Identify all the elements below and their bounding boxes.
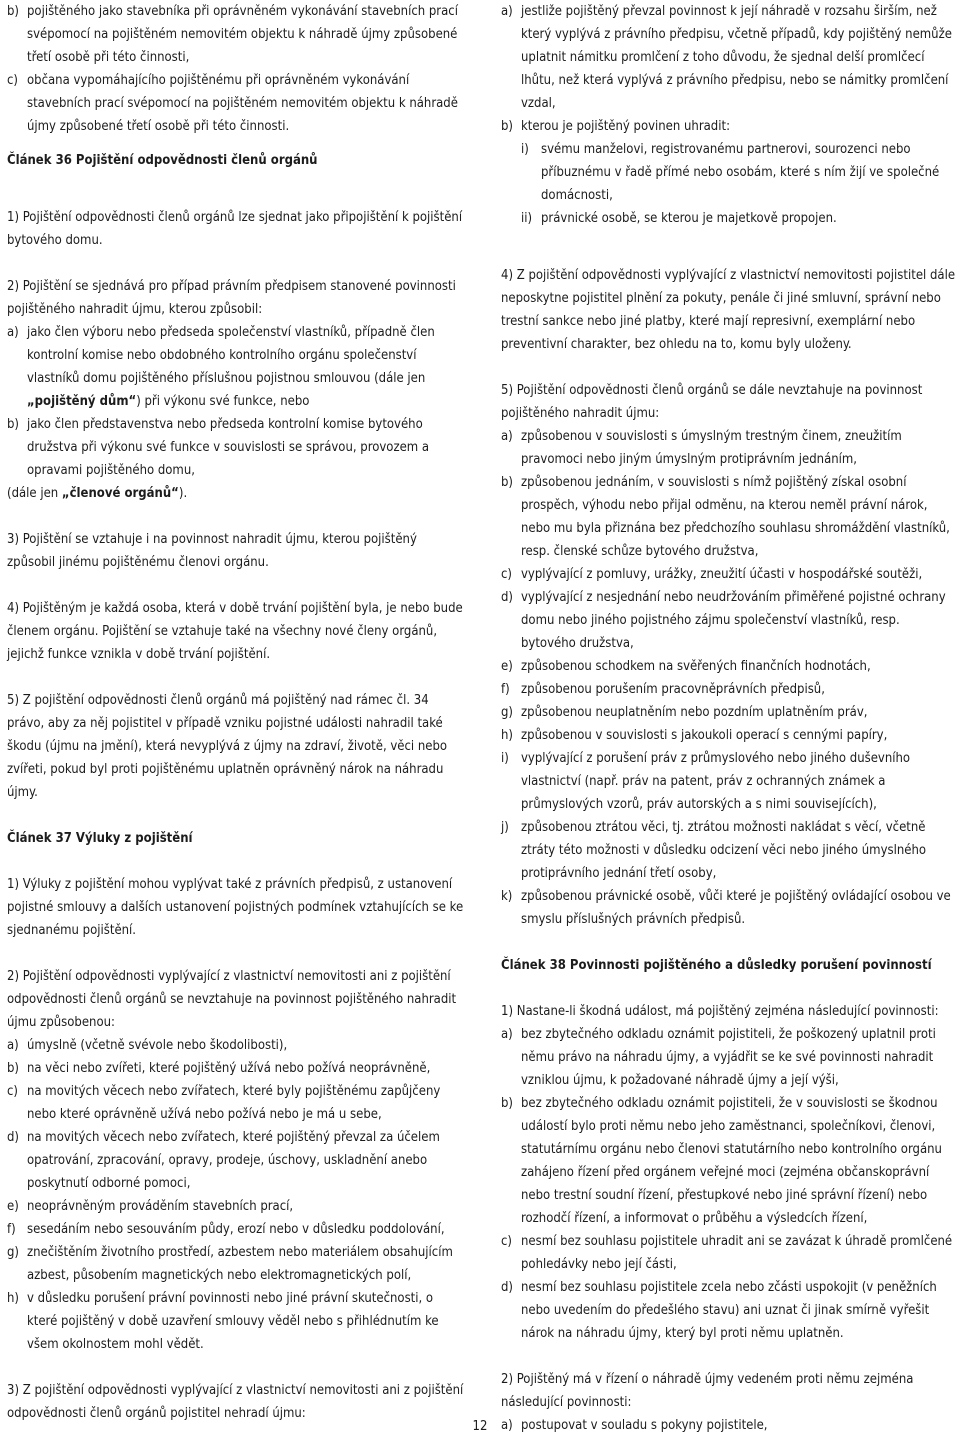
item-marker: b) — [7, 1061, 19, 1076]
list-item — [501, 1023, 957, 1092]
article-38-paragraph-1-intro: 1) Nastane-li škodná událost, má pojištěný zejména následující povinnosti: — [501, 1004, 939, 1019]
list-item — [501, 115, 957, 138]
item-text: způsobenou schodkem na svěřených finančních hodnotách, — [521, 659, 871, 674]
item-text: občana vypomáhajícího pojištěnému při oprávněném vykonávání stavebních prací svépomocí na pojištěném nemovitém objektu k náhradě újmy způsobené třetí osobě při této činnosti. — [27, 73, 458, 134]
article-37-paragraph-5-list — [501, 425, 957, 931]
left-column — [7, 0, 467, 1425]
item-marker: c) — [501, 1234, 512, 1249]
item-text: vyplývající z porušení práv z průmyslového nebo jiného duševního vlastnictví (např. práv na patent, práv z ochranných známek a průmyslových vzorů, práv autorských a s nimi souvisejících), — [521, 751, 911, 812]
right-column — [501, 0, 957, 1437]
list-item — [7, 69, 467, 138]
list-item — [7, 1126, 467, 1195]
item-marker: b) — [501, 1096, 513, 1111]
item-marker: ii) — [521, 211, 533, 226]
list-item — [7, 1080, 467, 1126]
item-marker: f) — [7, 1222, 16, 1237]
item-marker: b) — [501, 475, 513, 490]
article-38-heading: Článek 38 Povinnosti pojištěného a důsledky porušení povinností — [501, 958, 932, 973]
article-37-heading: Článek 37 Výluky z pojištění — [7, 831, 193, 846]
item-marker: c) — [7, 73, 18, 88]
item-text: kterou je pojištěný povinen uhradit: — [521, 119, 731, 134]
list-item — [501, 471, 957, 563]
item-marker: g) — [501, 705, 513, 720]
item-marker: d) — [501, 1280, 513, 1295]
list-item — [7, 1057, 467, 1080]
item-text: způsobenou právnické osobě, vůči které je pojištěný ovládající osobou ve smyslu příslušných právních předpisů. — [521, 889, 951, 927]
list-item — [501, 816, 957, 885]
item-text: svému manželovi, registrovanému partnerovi, sourozenci nebo příbuznému v řadě přímé nebo osobám, které s ním žijí ve společné domácnosti, — [541, 142, 940, 203]
list-item — [501, 1092, 957, 1230]
list-item — [501, 1276, 957, 1345]
article-36-paragraph-2-intro: 2) Pojištění se sjednává pro případ právním předpisem stanovené povinnosti pojištěného nahradit újmu, kterou způsobil: — [7, 279, 456, 317]
item-marker: k) — [501, 889, 513, 904]
list-item — [7, 1195, 467, 1218]
item-marker: i) — [521, 142, 529, 157]
list-item — [501, 747, 957, 816]
item-marker: j) — [501, 820, 509, 835]
item-text: způsobenou ztrátou věci, tj. ztrátou možnosti nakládat s věcí, včetně ztráty této možnosti v důsledku odcizení věci nebo jiného úmyslného protiprávního jednání třetí osoby, — [521, 820, 927, 881]
item-text: způsobenou porušením pracovněprávních předpisů, — [521, 682, 825, 697]
item-text: bez zbytečného odkladu oznámit pojistiteli, že poškozený uplatnil proti němu právo na náhradu újmy, a vyjádřit se ke své povinnosti nahradit vzniklou újmu, k požadované náhradě újmy a její výši, — [521, 1027, 936, 1088]
article-36-paragraph-1: 1) Pojištění odpovědnosti členů orgánů lze sjednat jako připojištění k pojištění bytového domu. — [7, 210, 463, 248]
list-item — [7, 1218, 467, 1241]
item-marker: a) — [7, 325, 19, 340]
item-marker: c) — [501, 567, 512, 582]
item-marker: d) — [7, 1130, 19, 1145]
item-text: postupovat v souladu s pokyny pojistitele, — [521, 1418, 768, 1433]
item-marker: a) — [501, 4, 513, 19]
item-marker: i) — [501, 751, 509, 766]
item-text: bez zbytečného odkladu oznámit pojistiteli, že v souvislosti se škodnou událostí bylo proti němu nebo jeho zaměstnanci, společníkovi, členovi, statutárnímu orgánu nebo členovi statutárního nebo kontrolního orgánu zahájeno řízení před orgánem veřejné moci (zejména občanskoprávní nebo trestní soudní řízení, přestupkové nebo jiné správní řízení) nebo rozhodčí řízení, a informovat o průběhu a výsledcích řízení, — [521, 1096, 942, 1226]
article-38-paragraph-2-intro: 2) Pojištěný má v řízení o náhradě újmy vedeném proti němu zejména následující povinnosti: — [501, 1372, 914, 1410]
item-text: vyplývající z pomluvy, urážky, zneužití účasti v hospodářské soutěži, — [521, 567, 923, 582]
item-text: na movitých věcech nebo zvířatech, které pojištěný převzal za účelem opatrování, zpracování, opravy, prodeje, úschovy, uskladnění anebo poskytnutí odborné pomoci, — [27, 1130, 440, 1191]
item-marker: e) — [7, 1199, 19, 1214]
item-marker: c) — [7, 1084, 18, 1099]
item-marker: h) — [501, 728, 513, 743]
list-item — [501, 724, 957, 747]
item-text: jako člen výboru nebo předseda společenství vlastníků, případně člen kontrolní komise nebo obdobného kontrolního orgánu společenství vlastníků domu pojištěného příslušnou pojistnou smlouvou (dále jen „pojištěný dům“) při výkonu své funkce, nebo — [27, 325, 435, 409]
item-text: nesmí bez souhlasu pojistitele zcela nebo zčásti uspokojit (v peněžních nebo uvedením do předešlého stavu) ani uznat či jinak smírně vyřešit nárok na náhradu újmy, který byl proti němu uplatněn. — [521, 1280, 937, 1341]
item-marker: f) — [501, 682, 510, 697]
item-marker: h) — [7, 1291, 19, 1306]
item-marker: e) — [501, 659, 513, 674]
item-text: v důsledku porušení právní povinnosti nebo jiné právní skutečnosti, o které pojištěný v době uzavření smlouvy věděl nebo s přihlédnutím ke všem okolnostem mohl vědět. — [27, 1291, 439, 1352]
item-marker: b) — [7, 4, 19, 19]
article-38-paragraph-1-list — [501, 1023, 957, 1345]
list-item — [501, 563, 957, 586]
item-marker: g) — [7, 1245, 19, 1260]
list-item — [501, 701, 957, 724]
article-37-paragraph-2-list — [7, 1034, 467, 1356]
definition-note: (dále jen „členové orgánů“). — [7, 486, 188, 501]
article-36-paragraph-3: 3) Pojištění se vztahuje i na povinnost nahradit újmu, kterou pojištěný způsobil jinému pojištěnému členovi orgánu. — [7, 532, 417, 570]
list-item — [501, 655, 957, 678]
item-text: právnické osobě, se kterou je majetkově propojen. — [541, 211, 837, 226]
list-item — [7, 413, 467, 482]
item-text: způsobenou jednáním, v souvislosti s nímž pojištěný získal osobní prospěch, výhodu nebo přijal odměnu, na kterou neměl právní nárok, nebo mu byla přiznána bez předchozího souhlasu shromáždění vlastníků, resp. členské schůze bytového družstva, — [521, 475, 950, 559]
article-36-heading: Článek 36 Pojištění odpovědnosti členů orgánů — [7, 153, 318, 168]
list-item — [501, 425, 957, 471]
item-marker: a) — [501, 1418, 513, 1433]
article-37-paragraph-5-intro: 5) Pojištění odpovědnosti členů orgánů se dále nevztahuje na povinnost pojištěného nahradit újmu: — [501, 383, 923, 421]
article-37-paragraph-2-intro: 2) Pojištění odpovědnosti vyplývající z vlastnictví nemovitosti ani z pojištění odpovědnosti členů orgánů se nevztahuje na povinnost pojištěného nahradit újmu způsobenou: — [7, 969, 457, 1030]
item-text: jestliže pojištěný převzal povinnost k její náhradě v rozsahu širším, než který vyplývá z právního předpisu, včetně případů, kdy pojištěný nemůže uplatnit námitku promlčení z toho důvodu, že sjednal delší promlčecí lhůtu, než která vyplývá z právního předpisu, nebo se námitky promlčení vzdal, — [521, 4, 952, 111]
list-item — [7, 321, 467, 413]
item-text: způsobenou v souvislosti s úmyslným trestným činem, zneužitím pravomoci nebo jiným úmyslným protiprávním jednáním, — [521, 429, 902, 467]
list-item — [7, 0, 467, 69]
article-37-paragraph-4: 4) Z pojištění odpovědnosti vyplývající z vlastnictví nemovitosti pojistitel dále neposkytne pojistitel plnění za pokuty, penále či jiné smluvní, správní nebo trestní sankce nebo jiné platby, které mají represivní, exemplární nebo preventivní charakter, bez ohledu na to, komu byly uloženy. — [501, 268, 956, 352]
item-marker: d) — [501, 590, 513, 605]
item-marker: b) — [501, 119, 513, 134]
list-item — [501, 678, 957, 701]
item-text: sesedáním nebo sesouváním půdy, erozí nebo v důsledku poddolování, — [27, 1222, 445, 1237]
article-37-paragraph-1: 1) Výluky z pojištění mohou vyplývat také z právních předpisů, z ustanovení pojistné smlouvy a dalších ustanovení pojistných podmínek vztahujících se ke sjednanému pojištění. — [7, 877, 464, 938]
item-marker: a) — [501, 429, 513, 444]
page-number: 12 — [472, 1419, 488, 1434]
list-item — [501, 885, 957, 931]
item-marker: a) — [501, 1027, 513, 1042]
list-item — [7, 1287, 467, 1356]
item-text: pojištěného jako stavebníka při oprávněném vykonávání stavebních prací svépomocí na pojištěném nemovitém objektu k náhradě újmy způsobené třetí osobě při této činnosti, — [27, 4, 458, 65]
item-text: způsobenou v souvislosti s jakoukoli operací s cennými papíry, — [521, 728, 888, 743]
sub-item — [521, 138, 957, 207]
list-item — [7, 1241, 467, 1287]
list-item — [7, 1034, 467, 1057]
item-text: vyplývající z nesjednání nebo neudržováním přiměřené pojistné ochrany domu nebo jiného pojistného zájmu společenství vlastníků, resp. bytového družstva, — [521, 590, 946, 651]
defined-term: „pojištěný dům“ — [27, 394, 137, 409]
sub-item — [521, 207, 957, 230]
item-text: nesmí bez souhlasu pojistitele uhradit ani se zavázat k úhradě promlčené pohledávky nebo její části, — [521, 1234, 953, 1272]
defined-term: „členové orgánů“ — [61, 486, 179, 501]
list-item — [501, 586, 957, 655]
sub-list — [501, 138, 957, 230]
article-37-paragraph-3: 3) Z pojištění odpovědnosti vyplývající z vlastnictví nemovitosti ani z pojištění odpovědnosti členů orgánů pojistitel nehradí újmu: — [7, 1383, 464, 1421]
continued-list — [7, 0, 467, 138]
item-marker: a) — [7, 1038, 19, 1053]
item-text: neoprávněným prováděním stavebních prací, — [27, 1199, 294, 1214]
list-item — [501, 1230, 957, 1276]
article-36-paragraph-4: 4) Pojištěným je každá osoba, která v době trvání pojištění byla, je nebo bude členem orgánu. Pojištění se vztahuje také na všechny nové členy orgánů, jejichž funkce vznikla v době trvání pojištění. — [7, 601, 463, 662]
item-text: způsobenou neuplatněním nebo pozdním uplatněním práv, — [521, 705, 868, 720]
item-text: na věci nebo zvířeti, které pojištěný užívá nebo požívá neoprávněně, — [27, 1061, 431, 1076]
item-marker: b) — [7, 417, 19, 432]
item-text: úmyslně (včetně svévole nebo škodolibosti), — [27, 1038, 288, 1053]
list-item — [501, 0, 957, 115]
item-text: na movitých věcech nebo zvířatech, které byly pojištěnému zapůjčeny nebo které oprávněně užívá nebo požívá nebo je má u sebe, — [27, 1084, 441, 1122]
item-text: jako člen představenstva nebo předseda kontrolní komise bytového družstva při výkonu své funkce v souvislosti se správou, provozem a opravami pojištěného domu, — [27, 417, 430, 478]
item-text: znečištěním životního prostředí, azbestem nebo materiálem obsahujícím azbest, působením magnetických nebo elektromagnetických polí, — [27, 1245, 453, 1283]
article-36-paragraph-5: 5) Z pojištění odpovědnosti členů orgánů má pojištěný nad rámec čl. 34 právo, aby za něj pojistitel v případě vzniku pojistné události nahradil také škodu (újmu na jmění), která nevyplývá z újmy na zdraví, životě, věci nebo zvířeti, pokud byl proti pojištěnému uplatněn oprávněný nárok na náhradu újmy. — [7, 693, 448, 800]
